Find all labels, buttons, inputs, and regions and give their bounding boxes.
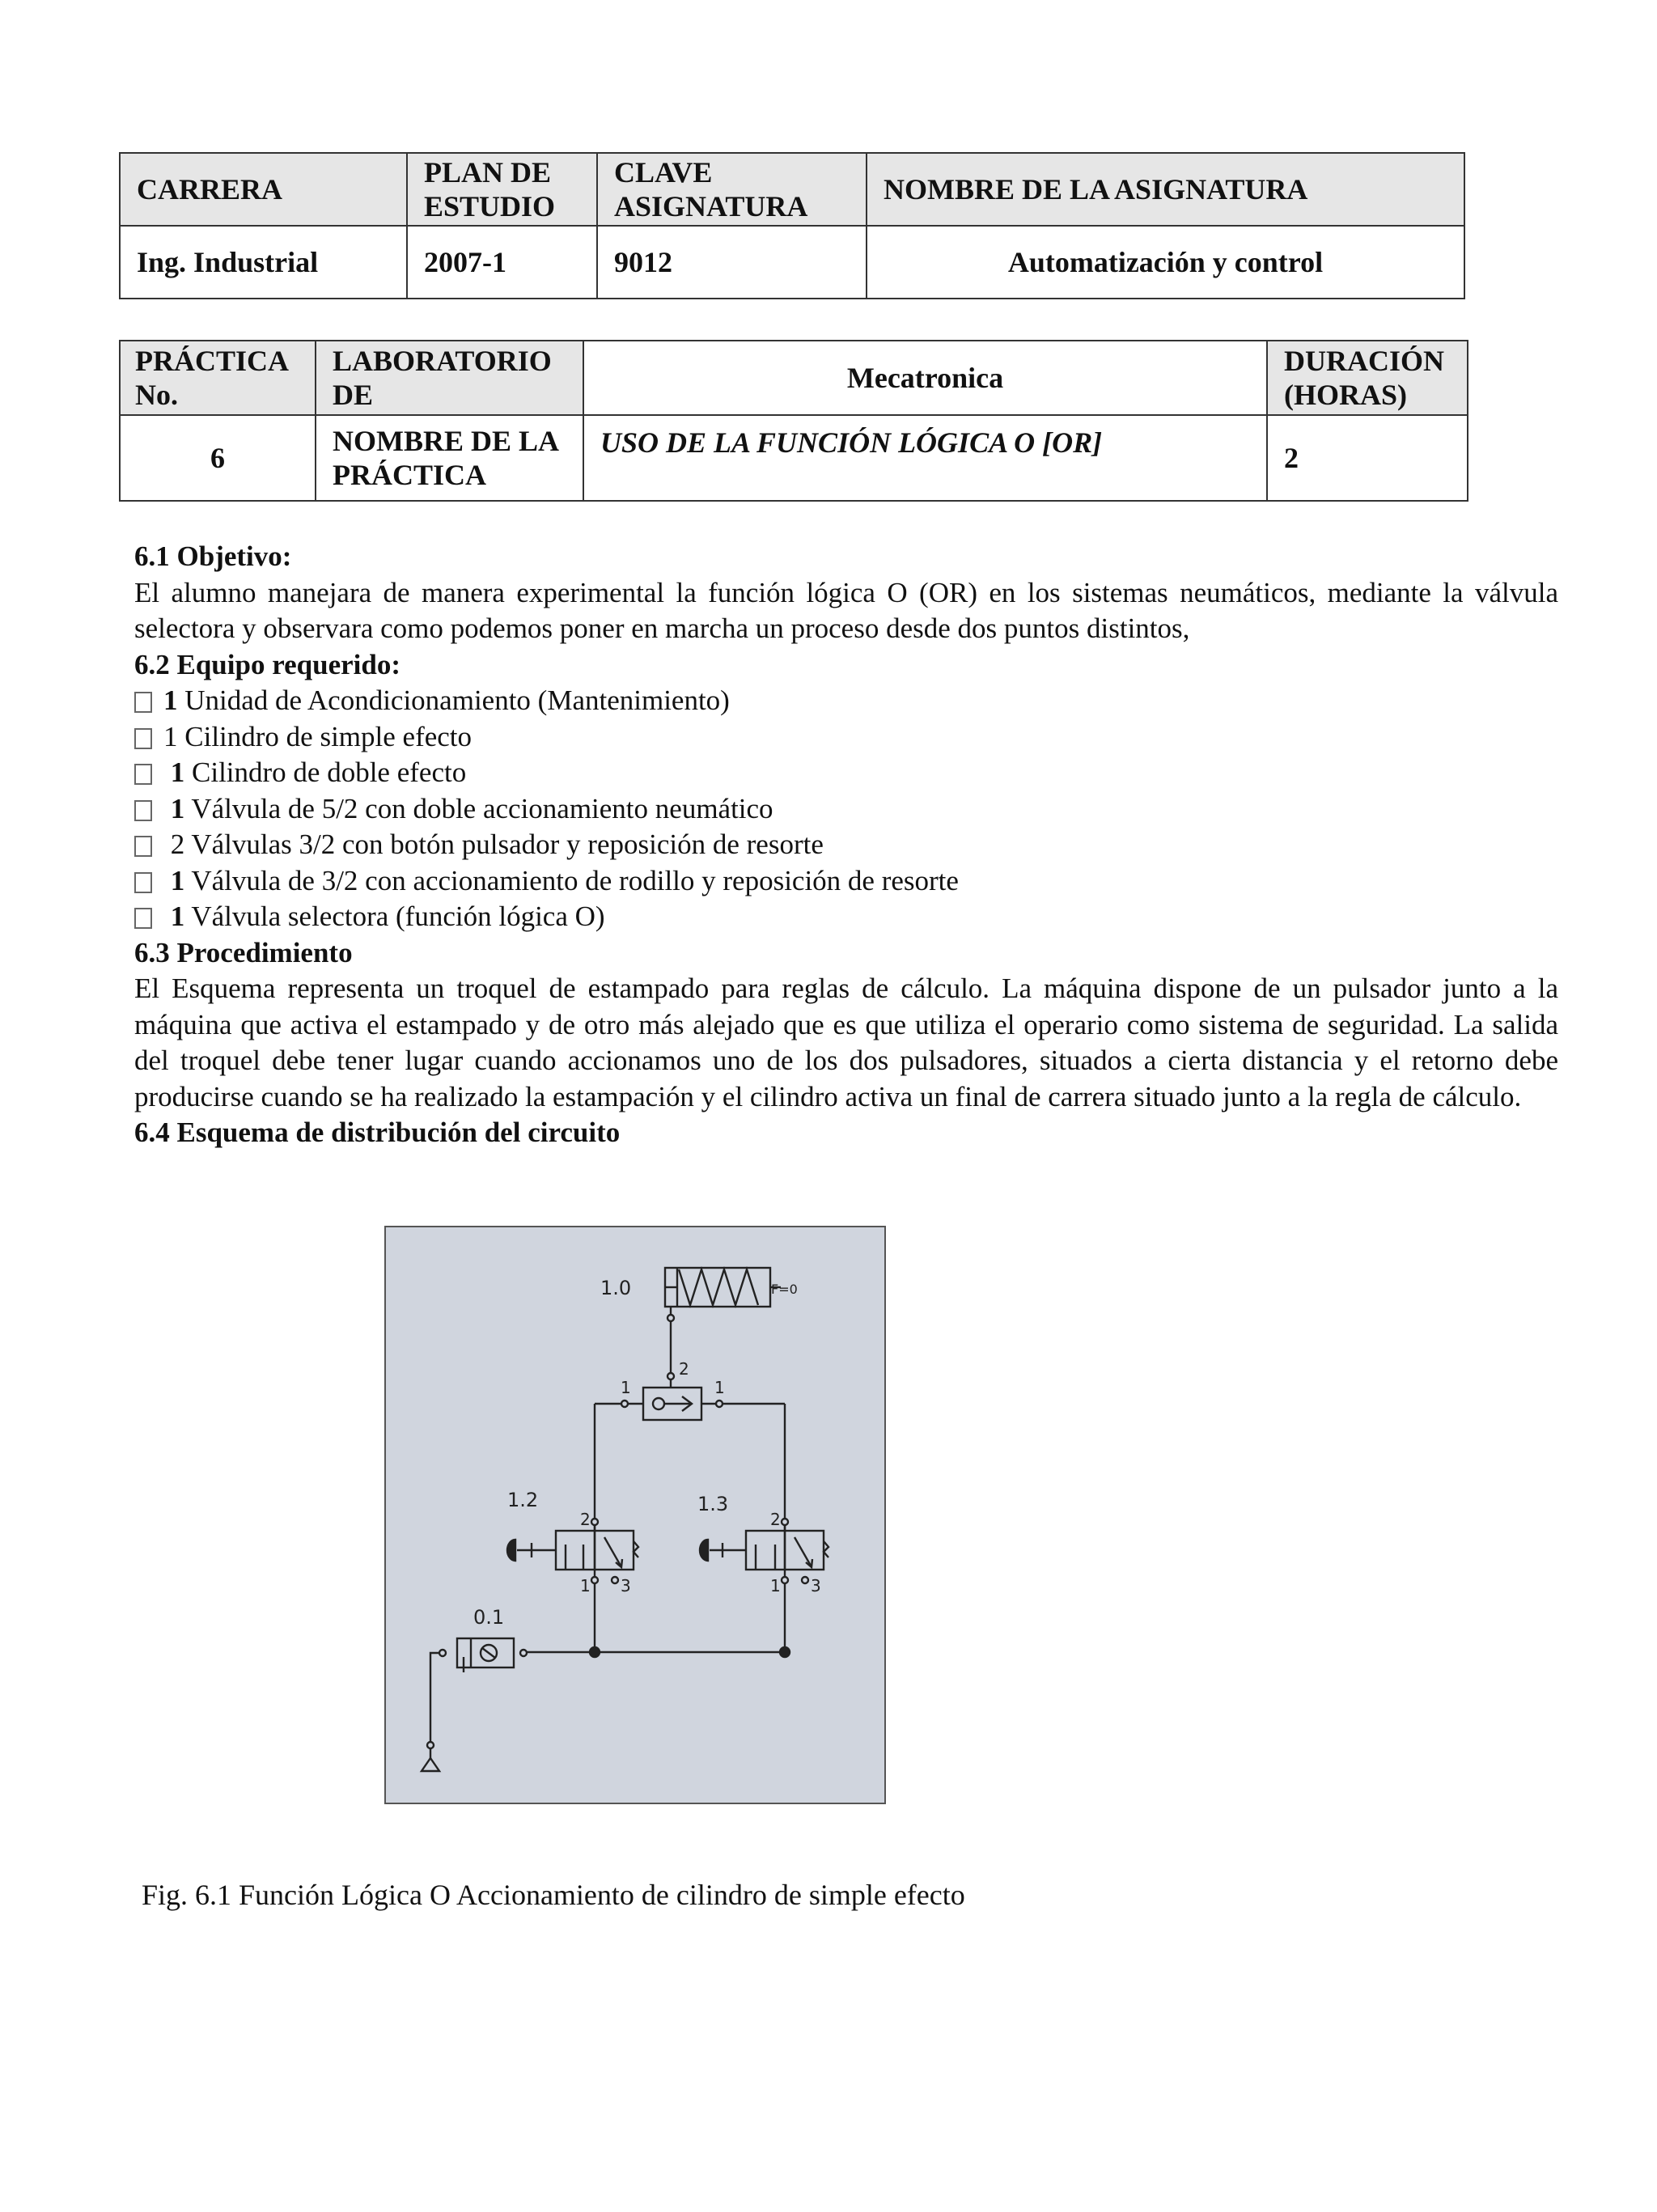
practice-header-row [120,341,1468,415]
checkbox-icon [134,836,152,857]
nombre-practica-label: NOMBRE DE LA PRÁCTICA [316,415,583,501]
equipo-heading: 6.2 Equipo requerido: [134,648,400,680]
equipo-text: Válvula de 5/2 con doble accionamiento neumático [184,792,773,824]
label-port-3: 3 [811,1576,821,1595]
cylinder-spring [679,1269,758,1305]
header-carrera: CARRERA [120,153,407,226]
objetivo-heading: 6.1 Objetivo: [134,540,292,572]
value-plan-de-estudio: 2007-1 [407,226,597,299]
equipo-item [134,719,1558,756]
checkbox-icon [134,728,152,749]
nombre-practica-value: USO DE LA FUNCIÓN LÓGICA O [OR] [583,415,1267,501]
checkbox-icon [134,764,152,785]
label-cylinder: 1.0 [600,1277,632,1299]
esquema-heading: 6.4 Esquema de distribución del circuito [134,1117,621,1148]
label-service-unit: 0.1 [473,1606,505,1629]
label-valve-1-2: 1.2 [507,1489,539,1511]
service-unit [457,1638,514,1667]
document-body [134,539,1558,1151]
procedimiento-heading: 6.3 Procedimiento [134,936,353,968]
checkbox-icon [134,692,152,713]
laboratorio-label: LABORATORIO DE [316,341,583,415]
label-port-1: 1 [770,1576,781,1595]
equipo-item [134,683,1558,719]
checkbox-icon [134,800,152,821]
label-port-2: 2 [679,1359,689,1379]
label-port-1: 1 [580,1576,591,1595]
equipo-text: Unidad de Acondicionamiento (Mantenimiento) [177,684,730,716]
equipo-item [134,791,1558,828]
header-clave-asignatura: CLAVE ASIGNATURA [597,153,867,226]
equipo-text: Cilindro de doble efecto [184,756,467,788]
equipo-item [134,899,1558,935]
course-info-table [119,152,1465,299]
practice-info-table [119,340,1468,502]
laboratorio-value: Mecatronica [583,341,1267,415]
label-port-1: 1 [621,1378,631,1397]
equipo-text: Válvulas 3/2 con botón pulsador y reposición de resorte [184,828,824,860]
pressure-source-icon [422,1758,439,1771]
objetivo-text: El alumno manejara de manera experimental la función lógica O (OR) en los sistemas neumáticos, mediante la válvula selectora y observara como podemos poner en marcha un proceso desde dos puntos distintos, [134,576,1558,644]
label-force: F=0 [771,1282,798,1297]
equipo-item [134,827,1558,863]
header-nombre-asignatura: NOMBRE DE LA ASIGNATURA [867,153,1464,226]
equipo-qty: 2 [170,828,185,860]
label-port-3: 3 [621,1576,631,1595]
label-port-2: 2 [580,1510,591,1529]
equipo-qty: 1 [170,756,185,788]
duracion-label: DURACIÓN (HORAS) [1267,341,1468,415]
figure-caption: Fig. 6.1 Función Lógica O Accionamiento de cilindro de simple efecto [142,1879,965,1911]
value-nombre-asignatura: Automatización y control [867,226,1464,299]
valve-1-3-left-square [746,1531,785,1570]
equipo-item [134,863,1558,900]
label-port-1: 1 [714,1378,725,1397]
equipo-item [134,755,1558,791]
equipo-text: Válvula selectora (función lógica O) [184,900,605,932]
label-valve-1-3: 1.3 [697,1493,729,1515]
valve-1-2-right-square [595,1531,634,1570]
course-info-header-row [120,153,1464,226]
equipo-qty: 1 [163,684,178,716]
duracion-value: 2 [1267,415,1468,501]
equipo-qty: 1 [170,900,185,932]
label-port-2: 2 [770,1510,781,1529]
practica-label: PRÁCTICA No. [120,341,316,415]
valve-1-2-left-square [556,1531,595,1570]
header-plan-de-estudio: PLAN DE ESTUDIO [407,153,597,226]
valve-1-3-right-square [785,1531,824,1570]
checkbox-icon [134,872,152,893]
equipo-text: Cilindro de simple efecto [177,720,473,752]
circuit-svg [386,1227,884,1803]
value-clave: 9012 [597,226,867,299]
equipo-qty: 1 [170,864,185,896]
equipo-qty: 1 [170,792,185,824]
checkbox-icon [134,908,152,929]
practice-value-row [120,415,1468,501]
equipo-qty: 1 [163,720,178,752]
practica-number: 6 [120,415,316,501]
pneumatic-circuit-diagram [384,1226,886,1804]
procedimiento-text: El Esquema representa un troquel de estampado para reglas de cálculo. La máquina dispone de un pulsador junto a la máquina que activa el estampado y de otro más alejado que es que utiliza el operario como sistema de seguridad. La salida del troquel debe tener lugar cuando accionamos uno de los dos pulsadores, situados a cierta distancia y el retorno debe producirse cuando se ha realizado la estampación y el cilindro activa un final de carrera situado junto a la regla de cálculo. [134,973,1558,1112]
course-info-value-row [120,226,1464,299]
value-carrera: Ing. Industrial [120,226,407,299]
equipo-text: Válvula de 3/2 con accionamiento de rodillo y reposición de resorte [184,864,959,896]
